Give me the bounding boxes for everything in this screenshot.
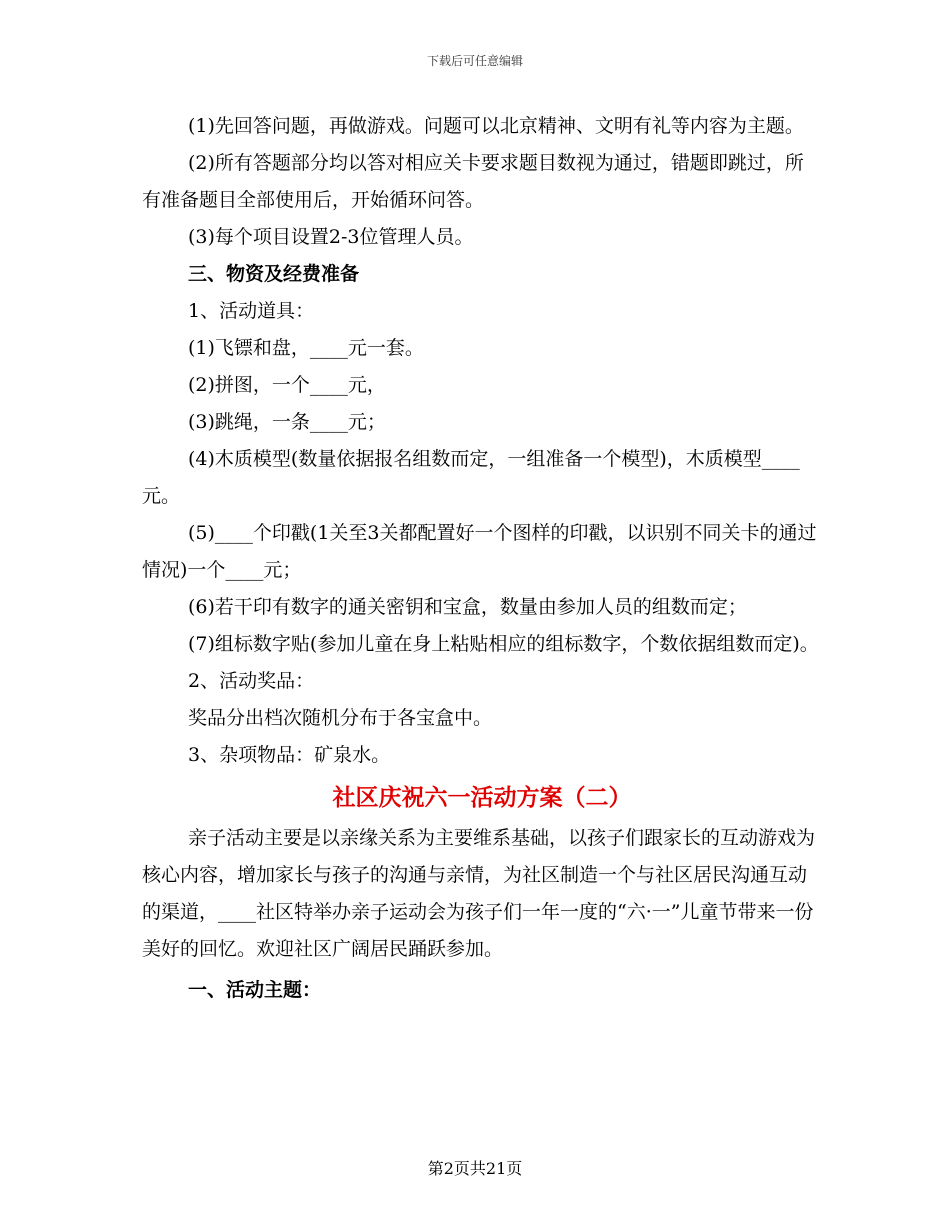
paragraph: (3)每个项目设置2-3位管理人员。 bbox=[188, 226, 474, 248]
paragraph: 2、活动奖品： bbox=[188, 670, 315, 692]
paragraph: 奖品分出档次随机分布于各宝盒中。 bbox=[188, 707, 493, 729]
section-heading: 三、物资及经费准备 bbox=[188, 263, 360, 285]
document-title: 社区庆祝六一活动方案（二） bbox=[332, 784, 632, 811]
paragraph: (4)木质模型(数量依据报名组数而定，一组准备一个模型)，木质模型____元。 bbox=[142, 448, 800, 507]
page-header: 下载后可任意编辑 bbox=[426, 54, 523, 68]
paragraph: (6)若干印有数字的通关密钥和宝盒，数量由参加人员的组数而定； bbox=[188, 596, 747, 618]
paragraph: (1)先回答问题，再做游戏。问题可以北京精神、文明有礼等内容为主题。 bbox=[188, 115, 804, 137]
paragraph: (3)跳绳，一条____元； bbox=[188, 411, 386, 433]
paragraph: (2)拼图，一个____元， bbox=[188, 374, 386, 396]
paragraph: (1)飞镖和盘，____元一套。 bbox=[188, 337, 424, 359]
paragraph: (5)____个印戳(1关至3关都配置好一个图样的印戳，以识别不同关卡的通过情况)一个____元； bbox=[142, 522, 817, 581]
paragraph: (7)组标数字贴(参加儿童在身上粘贴相应的组标数字，个数依据组数而定)。 bbox=[188, 633, 819, 655]
paragraph: 3、杂项物品：矿泉水。 bbox=[188, 744, 391, 766]
document-body bbox=[142, 108, 822, 1009]
page-footer: 第2页共21页 bbox=[427, 1159, 523, 1178]
paragraph: (2)所有答题部分均以答对相应关卡要求题目数视为通过，错题即跳过，所有准备题目全部使用后，开始循环问答。 bbox=[142, 152, 804, 211]
section-heading: 一、活动主题： bbox=[188, 979, 322, 1001]
paragraph: 亲子活动主要是以亲缘关系为主要维系基础，以孩子们跟家长的互动游戏为核心内容，增加家长与孩子的沟通与亲情，为社区制造一个与社区居民沟通互动的渠道，____社区特举办亲子运动会为孩子们一年一度的“六·一”儿童节带来一份美好的回忆。欢迎社区广阔居民踊跃参加。 bbox=[142, 827, 816, 960]
paragraph: 1、活动道具： bbox=[188, 300, 315, 322]
